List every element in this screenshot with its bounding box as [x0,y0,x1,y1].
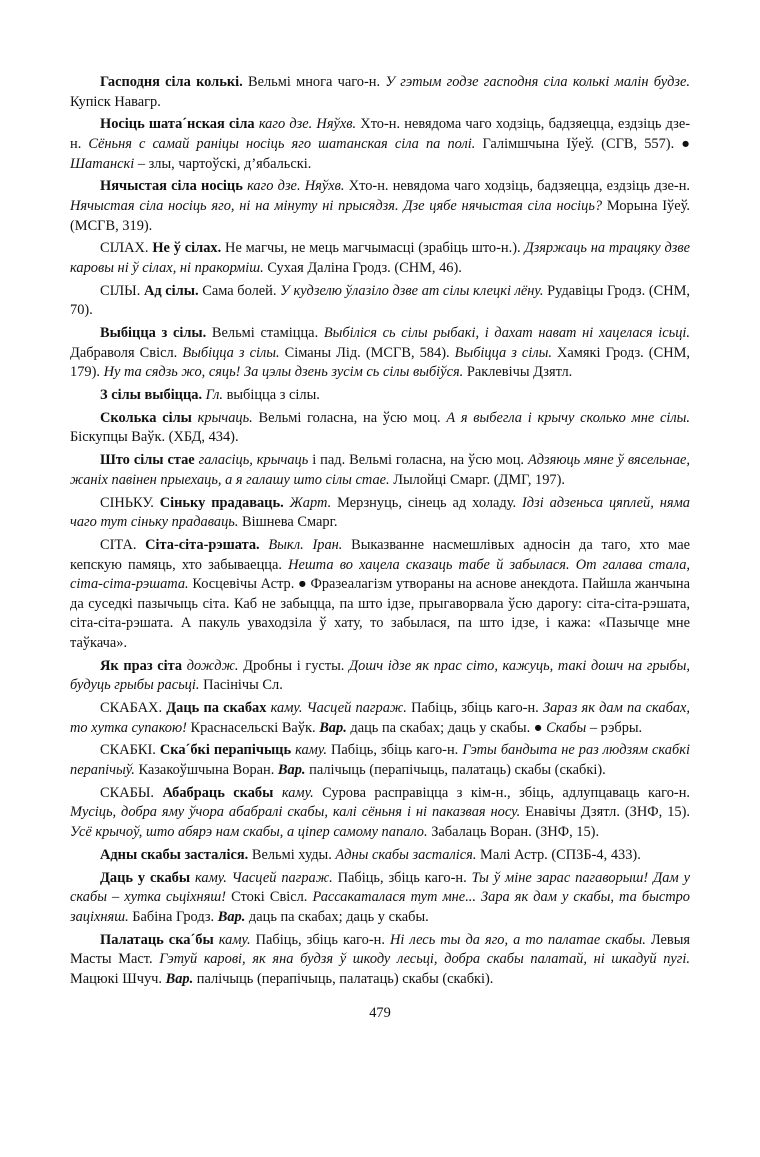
text-run: Бабіна Гродз. [128,908,218,925]
text-run: Пабіць, збіць каго-н. [250,931,391,948]
headword: Сіньку прадаваць. [159,494,284,511]
italic-text: каму. Часцей паграж. [195,869,333,886]
italic-text: Выкл. Іран. [268,536,343,553]
headword: Сколька сілы [100,409,192,426]
headword: Сіта-сіта-рэшата. [145,536,260,553]
text-run: Косцевічы Астр. ● Фразеалагізм утвораны на аснове анекдота. Пайшла жанчына да суседкі пазычыць сіта. Каб не забыцца, па што ідзе, прыгаворвала ўсю дарогу: сіта-сіта-рэшата, сіта-сіта-рэшата. А пакуль уваходзіла ў хату, то забылася, па што ідзе, і кажа: «Пазычце мне таўкача». [70,576,690,651]
text-run: Сама болей. [198,282,281,299]
text-run: Галімшчына Іўеў. (СГВ, 557). ● [475,135,690,152]
dictionary-entry [70,409,690,448]
text-run: Пасінічы Сл. [199,677,283,694]
text-run: СІНЬКУ. [100,494,160,511]
italic-text: каму. [281,784,314,801]
italic-text: Жарт. [289,494,332,511]
text-run: СІЛЫ. [100,282,144,299]
dictionary-entry [70,177,690,236]
text-run: Сурова расправіцца з кім-н., збіць, адлупцаваць каго-н. [313,784,690,801]
italic-text: галасіць, крычаць [198,452,309,469]
italic-text: Вар. [217,908,246,925]
headword: З сілы выбіцца. [100,387,203,404]
text-run: і пад. Вельмі голасна, на ўсю моц. [308,452,528,469]
text-run: Пабіць, збіць каго-н. [406,700,543,717]
text-run: Казакоўшчына Воран. [134,762,278,779]
italic-text: дождж. [186,657,239,674]
italic-text: Адны скабы засталіся. [335,846,477,863]
italic-text: Вар. [319,719,347,736]
headword: Даць па скабах [166,700,267,717]
dictionary-entry [70,699,690,738]
text-run: Сухая Даліна Гродз. (СНМ, 46). [263,259,462,276]
italic-text: Адзяюць мяне ў вясельнае, жаніх павінен прыехаць, а я галашу што сілы стае. [70,452,690,488]
text-run: Левыя Масты Маст. [70,931,690,968]
text-run: – злы, чартоўскі, д’ябальскі. [134,155,312,172]
text-run: Стокі Свісл. [226,889,313,906]
text-run: Дробны і густы. [238,657,350,674]
headword: Адны скабы засталіся. [100,846,249,863]
dictionary-entry [70,536,690,654]
italic-text: Вар. [277,762,306,779]
text-run: Выказванне насмешлівых адносін да таго, хто мае кепскую памяць, хто забываецца. [70,536,690,573]
text-run: Пабіць, збіць каго-н. [326,742,463,759]
italic-text: Сёньня с самай раніцы носіць яго шатанская сіла па полі. [88,135,476,152]
italic-text: Рассакаталася тут мне... Зара як дам у скабы, та быстро заціхняш. [70,889,691,925]
italic-text: крычаць. [197,409,253,426]
italic-text: Вар. [165,970,194,987]
italic-text: Скабы [546,719,587,736]
headword: Што сілы стае [100,452,195,469]
dictionary-entry [70,115,690,174]
italic-text: Мусіць, добра яму ўчора абабралі скабы, калі сёньня і ні паказвая носу. [70,804,521,821]
italic-text: Гэтуй карові, як яна будзя ў шкоду лесьці, добра скабы палатай, ні шкадуй пугі. [159,951,690,968]
dictionary-entry [70,324,690,383]
headword: Выбіцца з сілы. [100,325,207,342]
dictionary-entry [70,73,690,112]
italic-text: Дзяржаць на трацяку дзве каровы ні ў сілах, ні пракорміш. [70,240,690,276]
dictionary-entry [70,282,690,321]
text-run: Мацюкі Шчуч. [70,970,166,987]
italic-text: Нячыстая сіла носіць яго, ні на мінуту ні прысядзя. Дзе цябе нячыстая сіла носіць? [70,197,603,214]
text-run: Хто-н. невядома чаго ходзіць, бадзяецца, ездзіць дзе-н. [344,178,691,195]
text-run: палічыць (перапічыць, палатаць) скабы (скабкі). [193,970,494,987]
italic-text: каго дзе. Няўхв. [247,178,345,195]
dictionary-entry [70,846,690,866]
headword: Даць у скабы [100,869,191,886]
text-run: Хамякі Гродз. (СНМ, 179). [70,344,690,381]
italic-text: Ты ў міне зарас пагаворыш! Дам у скабы – хутка сьціхняш! [70,869,690,906]
text-run: Дабраволя Свісл. [70,344,183,361]
dictionary-entry [70,869,690,928]
text-run: Забалаць Воран. (ЗНФ, 15). [427,824,600,840]
text-run: Не магчы, не мець магчымасці (зрабіць што-н.). [221,240,525,257]
dictionary-entry [70,784,690,843]
text-run: Мерзнуць, сінець ад холаду. [331,494,523,511]
text-run: палічыць (перапічыць, палатаць) скабы (скабкі). [305,762,606,779]
italic-text: Выбіліся сь сілы рыбакі, і дахат нават ні хацелася ісьці. [323,325,691,342]
headword: Як праз сіта [100,657,183,674]
dictionary-entry [70,451,690,490]
italic-text: каму. [295,742,327,759]
headword: Абабраць скабы [162,784,274,801]
headword: Палатаць ска´бы [100,931,214,948]
italic-text: Гл. [205,387,223,404]
text-run: СКАБАХ. [100,700,167,717]
italic-text: Усё крычоў, што абярэ нам скабы, а ціпер самому папало. [70,824,428,840]
italic-text: каму. Часцей паграж. [270,700,407,717]
italic-text: Выбіцца з сілы. [182,344,280,361]
text-run: – рэбры. [586,719,643,736]
text-run: Купіск Навагр. [70,93,161,110]
text-run: Біскупцы Ваўк. (ХБД, 434). [70,429,239,446]
italic-text: каму. [218,931,251,948]
page-number: 479 [369,1005,391,1021]
headword: Не ў сілах. [152,240,222,257]
text-run: СКАБЫ. [100,784,163,801]
headword: Ска´бкі перапічыць [159,742,292,759]
text-run: Пабіць, збіць каго-н. [332,869,472,886]
text-run: Енавічы Дзятл. (ЗНФ, 15). [520,804,690,821]
italic-text: Ні лесь ты да яго, а то палатае скабы. [390,931,646,948]
headword: Нячыстая сіла носіць [100,178,243,195]
text-run: Вельмі худы. [248,846,336,863]
dictionary-entry [70,657,690,696]
text-run: Хто-н. невядома чаго ходзіць, бадзяецца, ездзіць дзе-н. [70,116,690,152]
dictionary-entry [70,386,690,406]
italic-text: Шатанскі [70,155,135,172]
dictionary-entry [70,931,690,990]
italic-text: Нешта во хацела сказаць табе й забылася. От галава стала, сіта-сіта-рэшата. [70,556,691,593]
italic-text: Ідзі адзеньса цяплей, няма чаго тут сіньку прадаваць. [70,494,690,531]
italic-text: Дошч ідзе як прас сіто, кажуць, такі дошч на грыбы, будуць грыбы расьці. [70,657,690,694]
dictionary-entry [70,494,690,533]
italic-text: каго дзе. Няўхв. [258,116,357,133]
text-run: выбіцца з сілы. [222,387,320,404]
italic-text: У кудзелю ўлазіло дзве ат сілы клецкі лёну. [280,282,544,299]
text-run: СІТА. [100,536,146,553]
dictionary-entry [70,741,690,780]
italic-text: А я выбегла і крычу сколько мне сілы. [446,409,690,426]
text-run [273,785,281,801]
italic-text: Ну та сядзь жо, сяць! За цэлы дзень зусім сь сілы выбіўся. [103,364,464,381]
text-run: Раклевічы Дзятл. [463,364,573,381]
text-run: даць па скабах; даць у скабы. [245,908,429,925]
text-run: даць па скабах; даць у скабы. ● [346,719,547,736]
text-run: Вельмі голасна, на ўсю моц. [252,409,447,426]
text-run: СІЛАХ. [100,240,153,257]
text-run: Вельмі стаміцца. [206,325,324,342]
text-run: Лылойці Смарг. (ДМГ, 197). [389,471,565,488]
dictionary-entry [70,239,690,278]
text-run: Сіманы Лід. (МСГВ, 584). [279,344,455,361]
italic-text: Выбіцца з сілы. [454,344,552,361]
headword: Ад сілы. [143,282,199,299]
dictionary-page-body [70,73,690,993]
italic-text: У гэтым годзе гасподня сіла колькі малін будзе. [385,74,690,90]
text-run: Рудавіцы Гродз. (СНМ, 70). [70,282,690,319]
text-run: Вельмі многа чаго-н. [242,74,386,90]
headword: Носіць шата´нская сіла [100,116,255,133]
italic-text: Гэты бандыта не раз людзям скабкі перапічыў. [70,742,690,779]
italic-text: Зараз як дам па скабах, то хутка супакою! [70,700,690,736]
text-run: Краснасельскі Ваўк. [186,719,320,736]
text-run: Малі Астр. (СПЗБ-4, 433). [476,846,641,863]
headword: Гасподня сіла колькі. [100,74,243,90]
text-run: Морына Іўеў. (МСГВ, 319). [70,197,690,234]
text-run: Вішнева Смарг. [238,514,338,531]
text-run: СКАБКІ. [100,742,160,759]
